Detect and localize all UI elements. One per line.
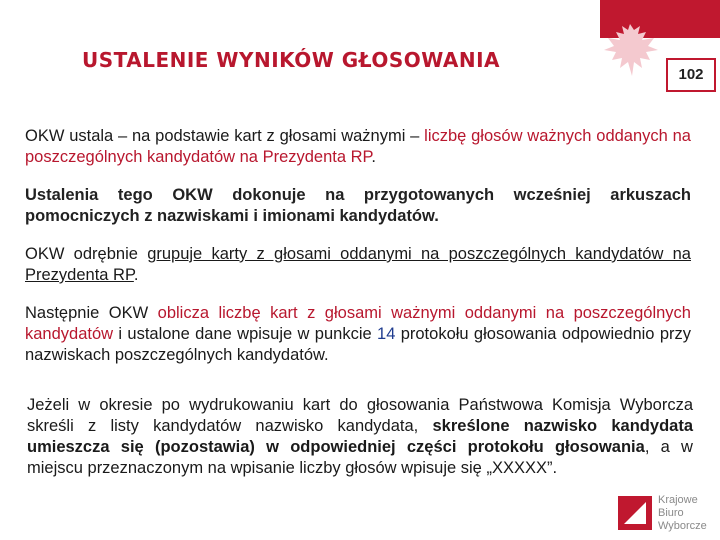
paragraph-worksheets: Ustalenia tego OKW dokonuje na przygotowanych wcześniej arkuszach pomocniczych z nazwiskami i imionami kandydatów. xyxy=(25,186,691,225)
kbw-logo-icon xyxy=(618,496,652,530)
page-title: USTALENIE WYNIKÓW GŁOSOWANIA xyxy=(82,48,501,72)
paragraph-vote-count: OKW ustala – na podstawie kart z głosami ważnymi – liczbę głosów ważnych oddanych na poszczególnych kandydatów na Prezydenta RP. xyxy=(25,127,691,166)
header-panel xyxy=(0,0,600,90)
polish-eagle-icon xyxy=(600,20,664,80)
page-number-badge: 102 xyxy=(666,58,716,92)
paragraph-calculation: Następnie OKW oblicza liczbę kart z głosami ważnymi oddanymi na poszczególnych kandydatów i ustalone dane wpisuje w punkcie 14 protokołu głosowania odpowiednio przy nazwiskach poszczególnych kandydatów. xyxy=(25,304,691,364)
paragraph-removed-candidate: Jeżeli w okresie po wydrukowaniu kart do głosowania Państwowa Komisja Wyborcza skreśli z listy kandydatów nazwisko kandydata, skreślone nazwisko kandydata umieszcza się (pozostawia) w odpowiedniej części protokołu głosowania, a w miejscu przeznaczonym na wpisanie liczby głosów wpisuje się „XXXXX”. xyxy=(27,396,693,477)
kbw-logo-text: Krajowe Biuro Wyborcze xyxy=(658,494,707,532)
paragraph-grouping: OKW odrębnie grupuje karty z głosami oddanymi na poszczególnych kandydatów na Prezydenta RP. xyxy=(25,245,691,284)
